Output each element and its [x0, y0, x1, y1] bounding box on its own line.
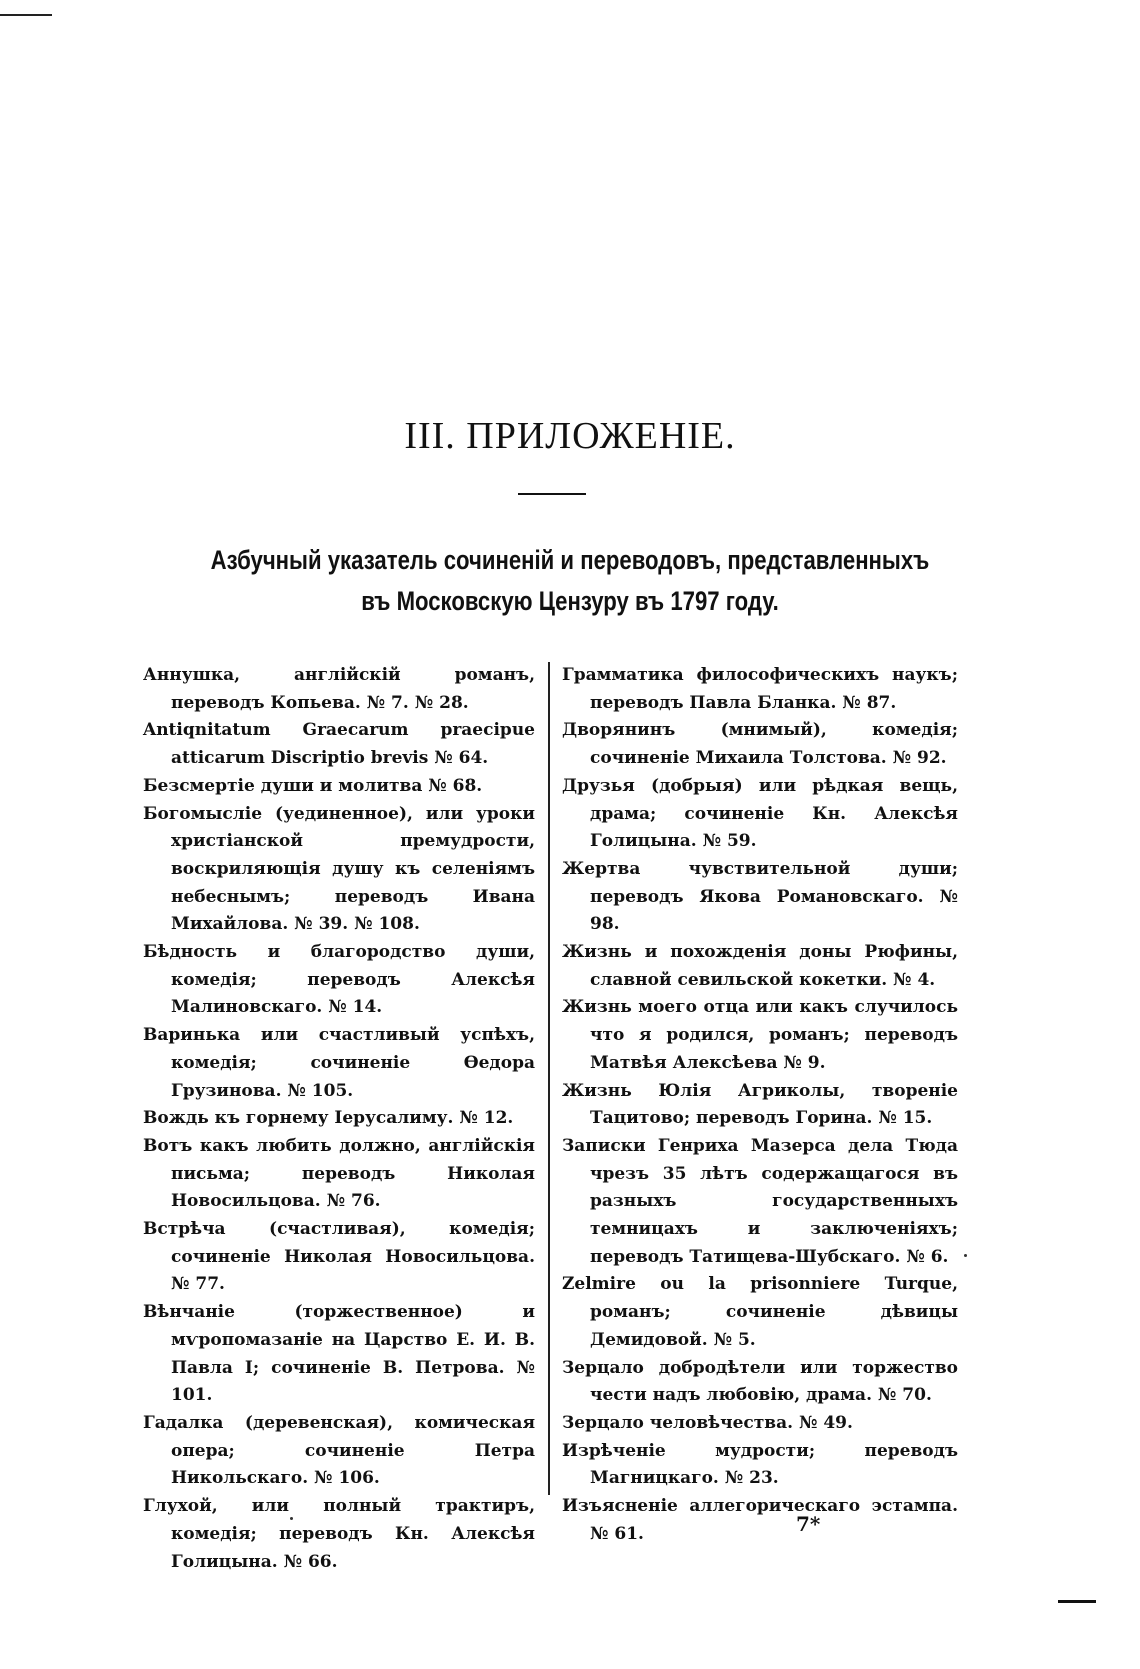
index-entry: Изъясненіе аллегорическаго эстампа. № 61.	[562, 1496, 958, 1544]
index-entry: Встрѣча (счастливая), комедія; сочиненіе Николая Новосильцова. № 77.	[143, 1219, 535, 1295]
index-entry: Записки Генриха Мазерса дела Тюда чрезъ 35 лѣтъ содержащагося въ разныхъ государственныхъ темницахъ и заключеніяхъ; переводъ Татищева-Шубскаго. № 6.	[562, 1135, 958, 1267]
title-divider	[518, 493, 586, 495]
index-entry: Глухой, или полный трактиръ, комедія; переводъ Кн. Алексѣя Голицына. № 66.	[143, 1496, 535, 1572]
index-entry: Грамматика философическихъ наукъ; переводъ Павла Бланка. № 87.	[562, 665, 958, 713]
index-entry: Жизнь моего отца или какъ случилось что я родился, романъ; переводъ Матвѣя Алексѣева № 9.	[562, 997, 958, 1073]
page-subtitle	[103, 540, 1038, 622]
index-entry: Вождь къ горнему Іерусалиму. № 12.	[143, 1108, 514, 1129]
signature-mark: 7*	[796, 1512, 821, 1536]
index-entry: Бѣдность и благородство души, комедія; переводъ Алексѣя Малиновскаго. № 14.	[143, 942, 535, 1018]
index-entry: Гадалка (деревенская), комическая опера; сочиненіе Петра Никольскаго. № 106.	[143, 1412, 535, 1489]
index-entry: Богомысліе (уединенное), или уроки христіанской премудрости, воскриляющія душу къ селеніямъ небеснымъ; переводъ Ивана Михайлова. № 39. № 108.	[143, 803, 535, 935]
speck	[964, 1254, 967, 1257]
right-index-column	[562, 662, 958, 1549]
speck	[290, 1517, 293, 1520]
index-entry: Жизнь Юлія Агриколы, твореніе Тацитово; переводъ Горина. № 15.	[562, 1080, 958, 1129]
index-entry: Жизнь и похожденія доны Рюфины, славной севильской кокетки. № 4.	[562, 942, 958, 990]
index-entry: Вотъ какъ любить должно, англійскія письма; переводъ Николая Новосильцова. № 76.	[143, 1135, 535, 1212]
index-entry: Безсмертіе души и молитва № 68.	[143, 775, 483, 796]
index-entry: Изрѣченіе мудрости; переводъ Магницкаго. № 23.	[562, 1440, 958, 1489]
subtitle-line-1: Азбучный указатель сочиненій и переводовъ, представленныхъ	[210, 545, 930, 575]
index-entry: Зерцало человѣчества. № 49.	[562, 1412, 853, 1433]
left-index-column	[143, 662, 535, 1576]
subtitle-line-2: въ Московскую Цензуру въ 1797 году.	[361, 586, 779, 616]
index-entry: Аннушка, англійскій романъ, переводъ Копьева. № 7. № 28.	[143, 665, 535, 713]
page-title: III. ПРИЛОЖЕНІЕ.	[404, 415, 736, 457]
edge-mark	[1058, 1600, 1096, 1603]
index-entry: Зерцало добродѣтели или торжество чести надъ любовію, драма. № 70.	[562, 1357, 958, 1406]
index-entry: Antiqnitatum Graecarum praecipue atticarum Discriptio brevis № 64.	[143, 720, 535, 769]
corner-rule	[0, 14, 52, 16]
index-entry: Вѣнчаніе (торжественное) и мѵропомазаніе на Царство Е. И. В. Павла I; сочиненіе В. Петрова. № 101.	[143, 1302, 535, 1406]
column-divider	[548, 662, 550, 1495]
index-entry: Zelmire ou la prisonniere Turque, романъ; сочиненіе дѣвицы Демидовой. № 5.	[562, 1274, 958, 1350]
index-entry: Дворянинъ (мнимый), комедія; сочиненіе Михаила Толстова. № 92.	[562, 720, 958, 769]
index-entry: Друзья (добрыя) или рѣдкая вещь, драма; сочиненіе Кн. Алексѣя Голицына. № 59.	[562, 775, 958, 852]
index-entry: Варинька или счастливый успѣхъ, комедія; сочиненіе Ѳедора Грузинова. № 105.	[143, 1025, 535, 1101]
index-entry: Жертва чувствительной души; переводъ Якова Романовскаго. № 98.	[562, 858, 958, 935]
